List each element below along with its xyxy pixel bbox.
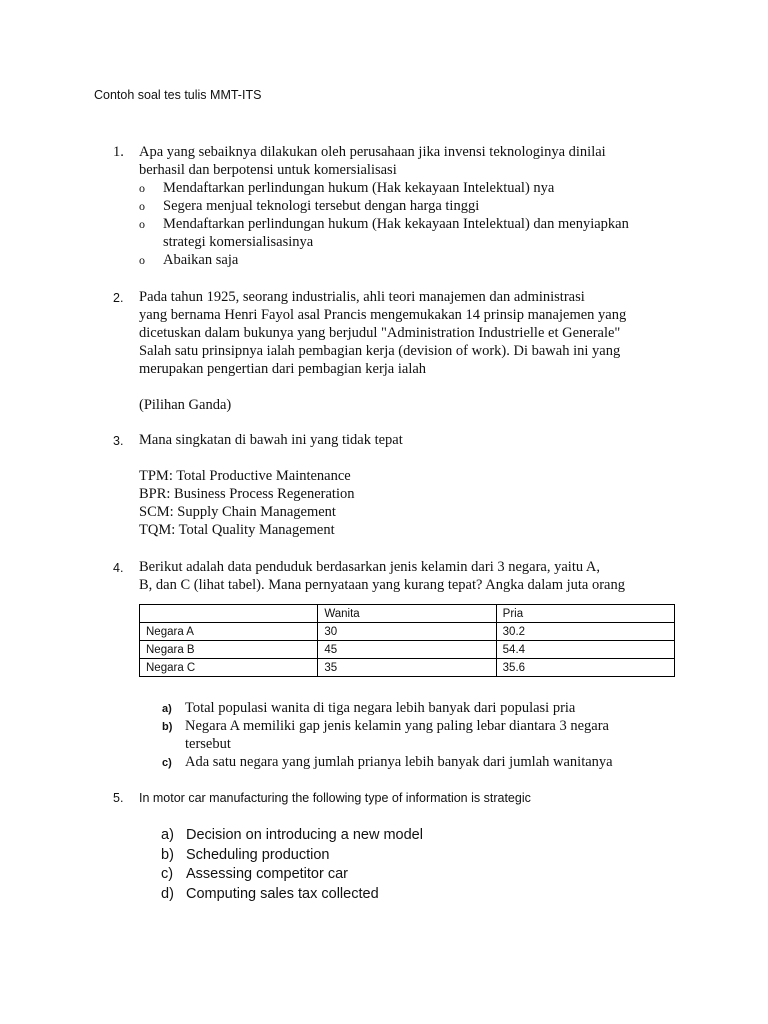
question-text: dicetuskan dalam bukunya yang berjudul "Administration Industrielle et Generale" bbox=[139, 325, 621, 341]
question-text: Salah satu prinsipnya ialah pembagian kerja (devision of work). Di bawah ini yang bbox=[139, 343, 621, 359]
question-4 bbox=[113, 558, 673, 594]
page-title: Contoh soal tes tulis MMT-ITS bbox=[94, 88, 262, 102]
table-cell: 30 bbox=[318, 623, 496, 641]
question-text: B, dan C (lihat tabel). Mana pernyataan yang kurang tepat? Angka dalam juta orang bbox=[139, 577, 625, 593]
question-2 bbox=[113, 288, 673, 414]
option-label: c) bbox=[162, 757, 172, 769]
question-text: Apa yang sebaiknya dilakukan oleh perusahaan jika invensi teknologinya dinilai bbox=[139, 144, 606, 160]
question-5 bbox=[113, 791, 531, 805]
question-note: (Pilihan Ganda) bbox=[139, 397, 232, 413]
question-text: merupakan pengertian dari pembagian kerja ialah bbox=[139, 361, 427, 377]
table-cell: 45 bbox=[318, 641, 496, 659]
table-cell: 30.2 bbox=[496, 623, 674, 641]
question-text: Pada tahun 1925, seorang industrialis, ahli teori manajemen dan administrasi bbox=[139, 289, 585, 305]
option-item: o Abaikan saja bbox=[139, 252, 239, 268]
question-text: Berikut adalah data penduduk berdasarkan jenis kelamin dari 3 negara, yaitu A, bbox=[139, 559, 601, 575]
abbreviation-item: TQM: Total Quality Management bbox=[139, 522, 335, 538]
table-row bbox=[140, 659, 675, 677]
abbreviation-item: BPR: Business Process Regeneration bbox=[139, 486, 355, 502]
table-cell: Negara C bbox=[140, 659, 318, 677]
table-cell: 35.6 bbox=[496, 659, 674, 677]
abbreviation-item: SCM: Supply Chain Management bbox=[139, 504, 336, 520]
option-item: c) Ada satu negara yang jumlah prianya lebih banyak dari jumlah wanitanya bbox=[162, 754, 613, 770]
question-number: 5. bbox=[113, 791, 124, 805]
bullet-icon: o bbox=[139, 217, 145, 231]
question-text: yang bernama Henri Fayol asal Prancis mengemukakan 14 prinsip manajemen yang bbox=[139, 307, 627, 323]
table-cell: 54.4 bbox=[496, 641, 674, 659]
option-item: c) Assessing competitor car bbox=[161, 866, 348, 882]
option-item: o Segera menjual teknologi tersebut dengan harga tinggi bbox=[139, 198, 480, 214]
table-cell: Pria bbox=[496, 605, 674, 623]
table-cell: 35 bbox=[318, 659, 496, 677]
option-item: o Mendaftarkan perlindungan hukum (Hak kekayaan Intelektual) dan menyiapkan strategi komersialisasinya bbox=[139, 216, 629, 250]
question-number: 3. bbox=[113, 434, 124, 448]
option-label: a) bbox=[162, 703, 172, 715]
option-item: a) Decision on introducing a new model bbox=[161, 827, 423, 843]
table-row bbox=[140, 623, 675, 641]
table-cell bbox=[140, 605, 318, 623]
bullet-icon: o bbox=[139, 253, 145, 267]
table-cell: Negara A bbox=[140, 623, 318, 641]
bullet-icon: o bbox=[139, 181, 145, 195]
abbreviation-item: TPM: Total Productive Maintenance bbox=[139, 468, 351, 484]
table-cell: Wanita bbox=[318, 605, 496, 623]
option-item: d) Computing sales tax collected bbox=[161, 885, 379, 902]
question-text: In motor car manufacturing the following type of information is strategic bbox=[139, 791, 531, 805]
question-3 bbox=[113, 431, 673, 539]
option-item: b) Scheduling production bbox=[161, 846, 330, 863]
question-text: berhasil dan berpotensi untuk komersialisasi bbox=[139, 162, 397, 178]
question-5-options bbox=[161, 826, 423, 904]
option-label: b) bbox=[162, 721, 173, 733]
question-number: 1. bbox=[113, 144, 124, 160]
question-number: 4. bbox=[113, 561, 124, 575]
option-item: o Mendaftarkan perlindungan hukum (Hak kekayaan Intelektual) nya bbox=[139, 180, 555, 196]
table-header-row bbox=[140, 605, 675, 623]
option-item: b) Negara A memiliki gap jenis kelamin yang paling lebar diantara 3 negara tersebut bbox=[162, 718, 609, 752]
bullet-icon: o bbox=[139, 199, 145, 213]
table-row bbox=[140, 641, 675, 659]
table-cell: Negara B bbox=[140, 641, 318, 659]
population-table bbox=[139, 604, 675, 677]
question-number: 2. bbox=[113, 291, 124, 305]
question-text: Mana singkatan di bawah ini yang tidak tepat bbox=[139, 432, 403, 448]
question-1 bbox=[113, 143, 673, 269]
option-item: a) Total populasi wanita di tiga negara lebih banyak dari populasi pria bbox=[162, 700, 576, 716]
